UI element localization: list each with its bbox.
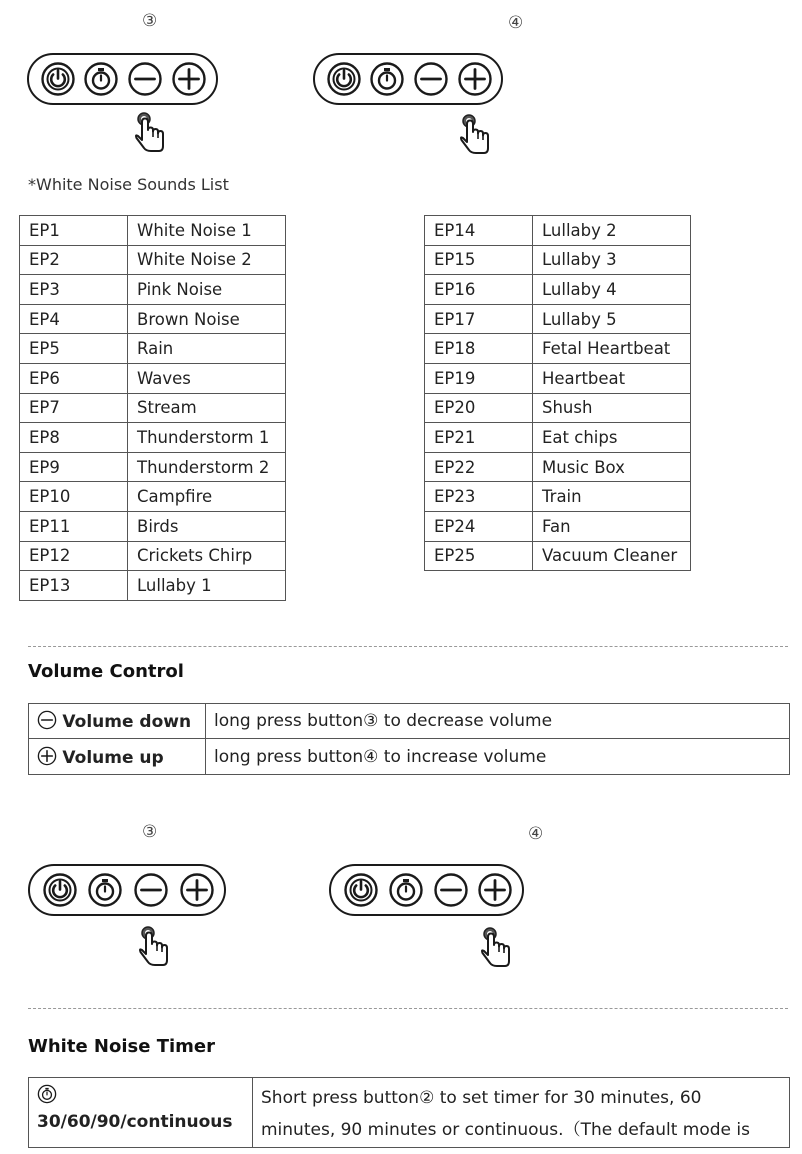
plus-icon — [477, 872, 513, 908]
table-row — [425, 363, 691, 393]
table-row — [20, 275, 286, 305]
timer-icon — [37, 1084, 57, 1104]
pointing-hand-icon — [132, 110, 172, 154]
pointing-hand-icon — [136, 924, 176, 968]
white-noise-timer-title: White Noise Timer — [28, 1036, 215, 1057]
remote-button-panel — [329, 864, 524, 916]
minus-icon — [413, 61, 449, 97]
timer-icon — [83, 61, 119, 97]
volume-up-label: Volume up — [62, 747, 164, 768]
timer-label-cell — [29, 1078, 253, 1148]
plus-icon — [171, 61, 207, 97]
sound-code-cell: EP3 — [20, 275, 128, 305]
pointing-hand-icon — [457, 112, 497, 156]
table-row — [425, 275, 691, 305]
sound-code-cell: EP13 — [20, 571, 128, 601]
table-row — [20, 541, 286, 571]
section-divider — [28, 646, 788, 647]
sound-code-cell: EP17 — [425, 304, 533, 334]
remote-button-panel — [27, 53, 218, 105]
pointing-hand-icon — [478, 925, 518, 969]
minus-icon — [133, 872, 169, 908]
power-icon — [326, 61, 362, 97]
sound-name-cell: Fetal Heartbeat — [533, 334, 691, 364]
sound-code-cell: EP7 — [20, 393, 128, 423]
sound-name-cell: Rain — [128, 334, 286, 364]
sound-name-cell: White Noise 2 — [128, 245, 286, 275]
sound-name-cell: Campfire — [128, 482, 286, 512]
table-row — [425, 541, 691, 571]
timer-description-line-1: Short press button② to set timer for 30 minutes, 60 — [261, 1088, 702, 1108]
sound-name-cell: Vacuum Cleaner — [533, 541, 691, 571]
volume-control-title: Volume Control — [28, 661, 184, 682]
sound-code-cell: EP23 — [425, 482, 533, 512]
table-row — [425, 216, 691, 246]
sound-code-cell: EP19 — [425, 363, 533, 393]
minus-icon — [433, 872, 469, 908]
sound-code-cell: EP22 — [425, 452, 533, 482]
table-row — [425, 452, 691, 482]
sound-name-cell: Crickets Chirp — [128, 541, 286, 571]
table-row — [425, 482, 691, 512]
table-row — [425, 334, 691, 364]
sound-code-cell: EP18 — [425, 334, 533, 364]
minus-icon — [37, 710, 57, 730]
table-row — [20, 216, 286, 246]
timer-description — [253, 1078, 790, 1148]
volume-down-label: Volume down — [62, 712, 192, 732]
sound-code-cell: EP2 — [20, 245, 128, 275]
button-number-4-label: ④ — [508, 13, 524, 33]
timer-icon — [369, 61, 405, 97]
sound-code-cell: EP14 — [425, 216, 533, 246]
table-row — [425, 304, 691, 334]
plus-icon — [457, 61, 493, 97]
sound-name-cell: Shush — [533, 393, 691, 423]
sound-name-cell: Birds — [128, 511, 286, 541]
volume-up-description: long press button④ to increase volume — [206, 739, 790, 775]
table-row — [20, 304, 286, 334]
sound-code-cell: EP11 — [20, 511, 128, 541]
sound-code-cell: EP25 — [425, 541, 533, 571]
sound-code-cell: EP9 — [20, 452, 128, 482]
sounds-table-left — [19, 215, 286, 601]
sound-name-cell: Lullaby 2 — [533, 216, 691, 246]
table-row — [20, 245, 286, 275]
table-row — [20, 334, 286, 364]
sound-name-cell: White Noise 1 — [128, 216, 286, 246]
sound-code-cell: EP15 — [425, 245, 533, 275]
timer-description-line-2: minutes, 90 minutes or continuous.（The default mode is — [261, 1120, 750, 1140]
sound-code-cell: EP24 — [425, 511, 533, 541]
power-icon — [40, 61, 76, 97]
table-row — [20, 423, 286, 453]
volume-down-cell — [29, 704, 206, 739]
button-number-4-label: ④ — [528, 824, 544, 844]
table-row — [425, 511, 691, 541]
plus-icon — [179, 872, 215, 908]
table-row — [20, 452, 286, 482]
timer-table — [28, 1077, 790, 1148]
button-number-3-label: ③ — [142, 822, 158, 842]
sound-code-cell: EP4 — [20, 304, 128, 334]
volume-control-table — [28, 703, 790, 775]
volume-up-row — [29, 739, 790, 775]
power-icon — [42, 872, 78, 908]
sound-code-cell: EP5 — [20, 334, 128, 364]
sound-name-cell: Fan — [533, 511, 691, 541]
volume-down-row — [29, 704, 790, 739]
sound-code-cell: EP8 — [20, 423, 128, 453]
sound-name-cell: Lullaby 4 — [533, 275, 691, 305]
sound-code-cell: EP12 — [20, 541, 128, 571]
table-row — [20, 571, 286, 601]
sound-name-cell: Waves — [128, 363, 286, 393]
table-row — [20, 393, 286, 423]
timer-row — [29, 1078, 790, 1148]
sound-code-cell: EP10 — [20, 482, 128, 512]
sound-name-cell: Thunderstorm 2 — [128, 452, 286, 482]
table-row — [425, 393, 691, 423]
sound-name-cell: Eat chips — [533, 423, 691, 453]
table-row — [20, 482, 286, 512]
volume-up-cell — [29, 739, 206, 775]
sound-name-cell: Heartbeat — [533, 363, 691, 393]
remote-button-panel — [28, 864, 226, 916]
sound-name-cell: Thunderstorm 1 — [128, 423, 286, 453]
timer-icon — [87, 872, 123, 908]
table-row — [20, 511, 286, 541]
sound-code-cell: EP1 — [20, 216, 128, 246]
table-row — [425, 423, 691, 453]
timer-label: 30/60/90/continuous — [37, 1112, 233, 1132]
sound-name-cell: Lullaby 1 — [128, 571, 286, 601]
sounds-list-heading: *White Noise Sounds List — [28, 175, 229, 194]
section-divider — [28, 1008, 788, 1009]
sound-name-cell: Stream — [128, 393, 286, 423]
sound-name-cell: Train — [533, 482, 691, 512]
sound-name-cell: Brown Noise — [128, 304, 286, 334]
table-row — [425, 245, 691, 275]
minus-icon — [127, 61, 163, 97]
sounds-table-right — [424, 215, 691, 571]
volume-down-description: long press button③ to decrease volume — [206, 704, 790, 739]
sound-name-cell: Lullaby 3 — [533, 245, 691, 275]
timer-icon — [388, 872, 424, 908]
button-number-3-label: ③ — [142, 11, 158, 31]
plus-icon — [37, 746, 57, 766]
remote-button-panel — [313, 53, 503, 105]
power-icon — [343, 872, 379, 908]
sound-code-cell: EP21 — [425, 423, 533, 453]
sound-name-cell: Music Box — [533, 452, 691, 482]
sound-name-cell: Pink Noise — [128, 275, 286, 305]
sound-name-cell: Lullaby 5 — [533, 304, 691, 334]
sound-code-cell: EP20 — [425, 393, 533, 423]
table-row — [20, 363, 286, 393]
sound-code-cell: EP16 — [425, 275, 533, 305]
sound-code-cell: EP6 — [20, 363, 128, 393]
